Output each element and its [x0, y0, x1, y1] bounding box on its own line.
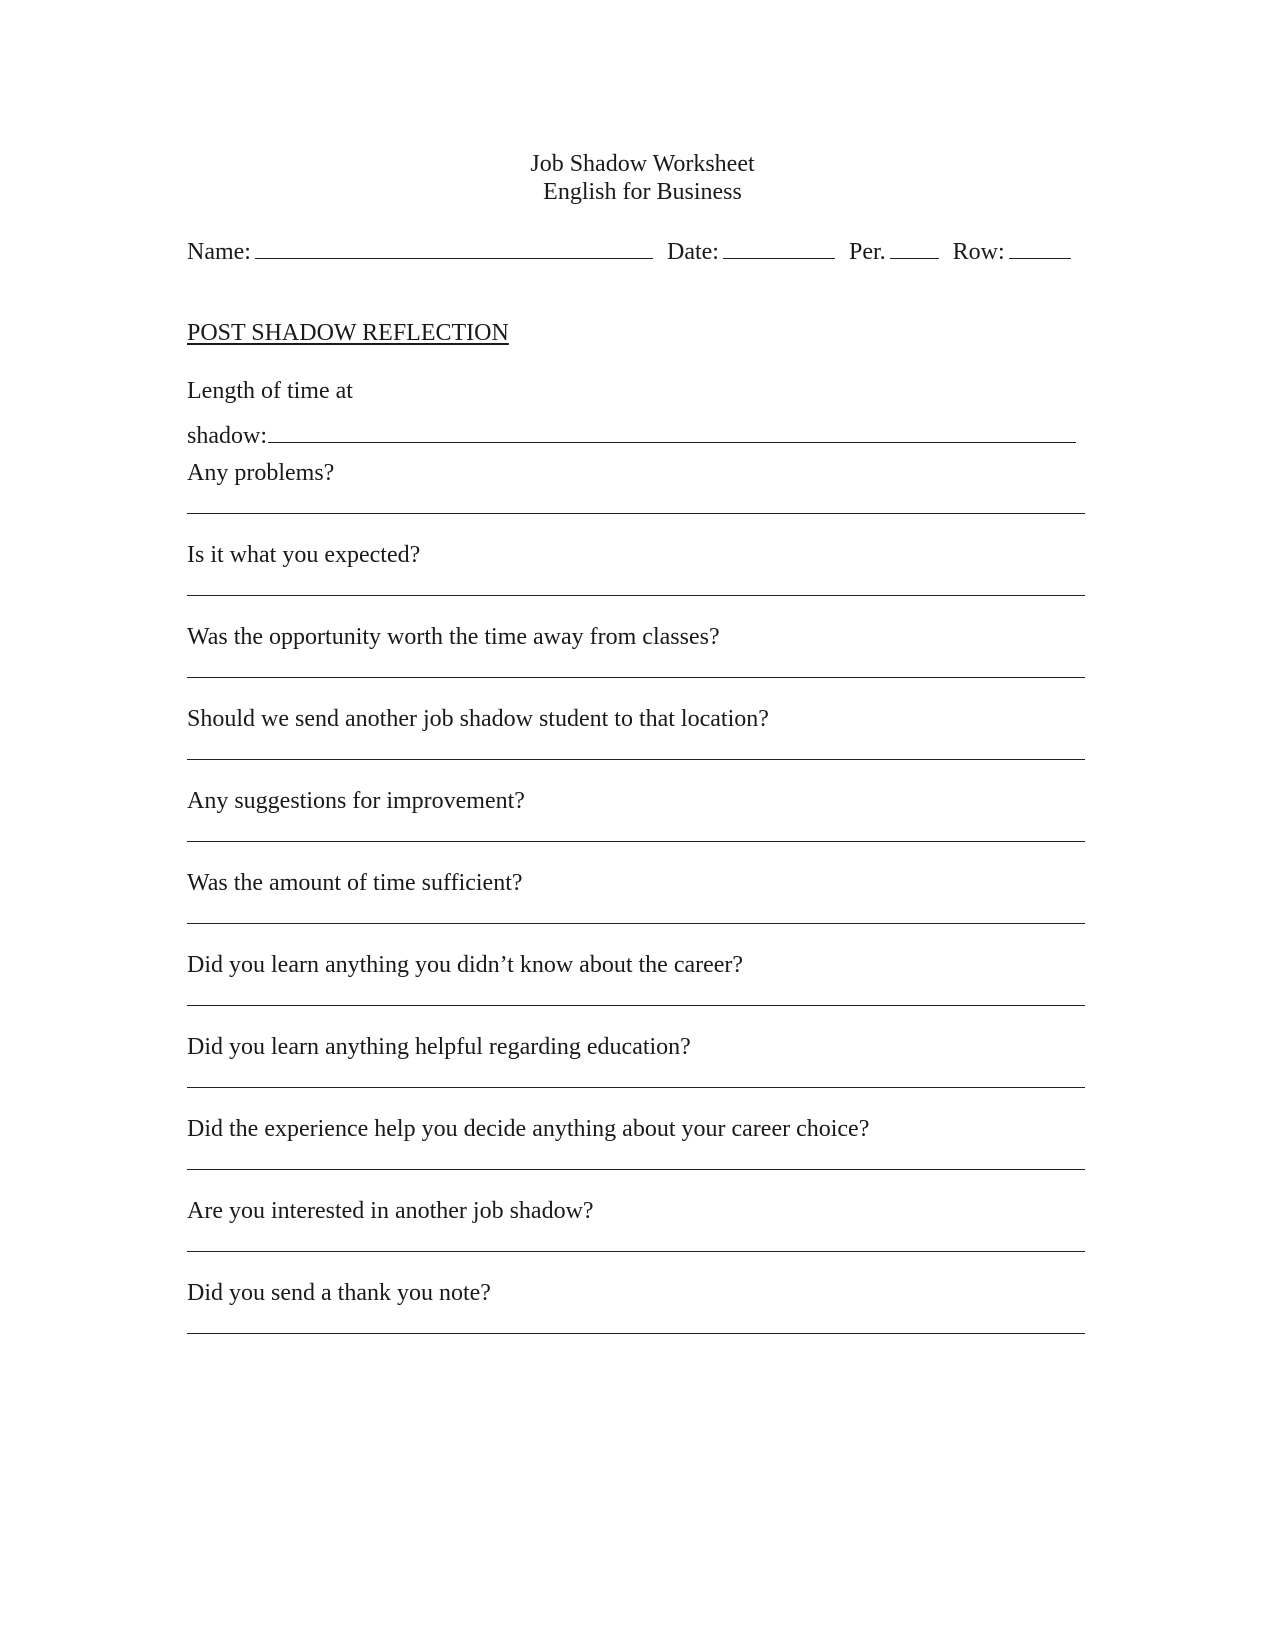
section-heading: POST SHADOW REFLECTION — [187, 320, 509, 346]
answer-line[interactable] — [187, 1005, 1085, 1006]
answer-line[interactable] — [187, 513, 1085, 514]
answer-line[interactable] — [187, 677, 1085, 678]
date-field[interactable] — [723, 236, 835, 259]
question-text: Was the opportunity worth the time away from classes? — [187, 624, 720, 650]
name-field[interactable] — [255, 236, 653, 259]
answer-line[interactable] — [187, 595, 1085, 596]
question-text: Are you interested in another job shadow? — [187, 1198, 594, 1224]
name-label: Name: — [187, 239, 251, 265]
row-label: Row: — [952, 239, 1005, 265]
worksheet-subtitle: English for Business — [543, 179, 742, 205]
question-text: Did you send a thank you note? — [187, 1280, 491, 1306]
question-text: Is it what you expected? — [187, 542, 421, 568]
answer-line[interactable] — [187, 759, 1085, 760]
period-label: Per. — [848, 239, 886, 265]
title-block — [0, 150, 1275, 206]
row-field[interactable] — [1009, 236, 1071, 259]
answer-line[interactable] — [187, 1087, 1085, 1088]
question-text: Did the experience help you decide anything about your career choice? — [187, 1116, 870, 1142]
length-field[interactable] — [268, 420, 1076, 443]
answer-line[interactable] — [187, 1251, 1085, 1252]
date-label: Date: — [666, 239, 719, 265]
question-text: Did you learn anything you didn’t know about the career? — [187, 952, 744, 978]
answer-line[interactable] — [187, 1333, 1085, 1334]
period-field[interactable] — [890, 236, 939, 259]
length-label: Length of time at — [187, 378, 353, 404]
length-row — [187, 420, 1076, 450]
question-text: Was the amount of time sufficient? — [187, 870, 523, 896]
worksheet-title: Job Shadow Worksheet — [530, 151, 755, 177]
question-text: Any problems? — [187, 460, 335, 486]
question-text: Did you learn anything helpful regarding education? — [187, 1034, 691, 1060]
answer-line[interactable] — [187, 1169, 1085, 1170]
question-text: Should we send another job shadow student to that location? — [187, 706, 769, 732]
answer-line[interactable] — [187, 923, 1085, 924]
question-text: Any suggestions for improvement? — [187, 788, 525, 814]
length-label-shadow: shadow: — [187, 423, 267, 449]
answer-line[interactable] — [187, 841, 1085, 842]
student-info-row — [187, 236, 1071, 266]
